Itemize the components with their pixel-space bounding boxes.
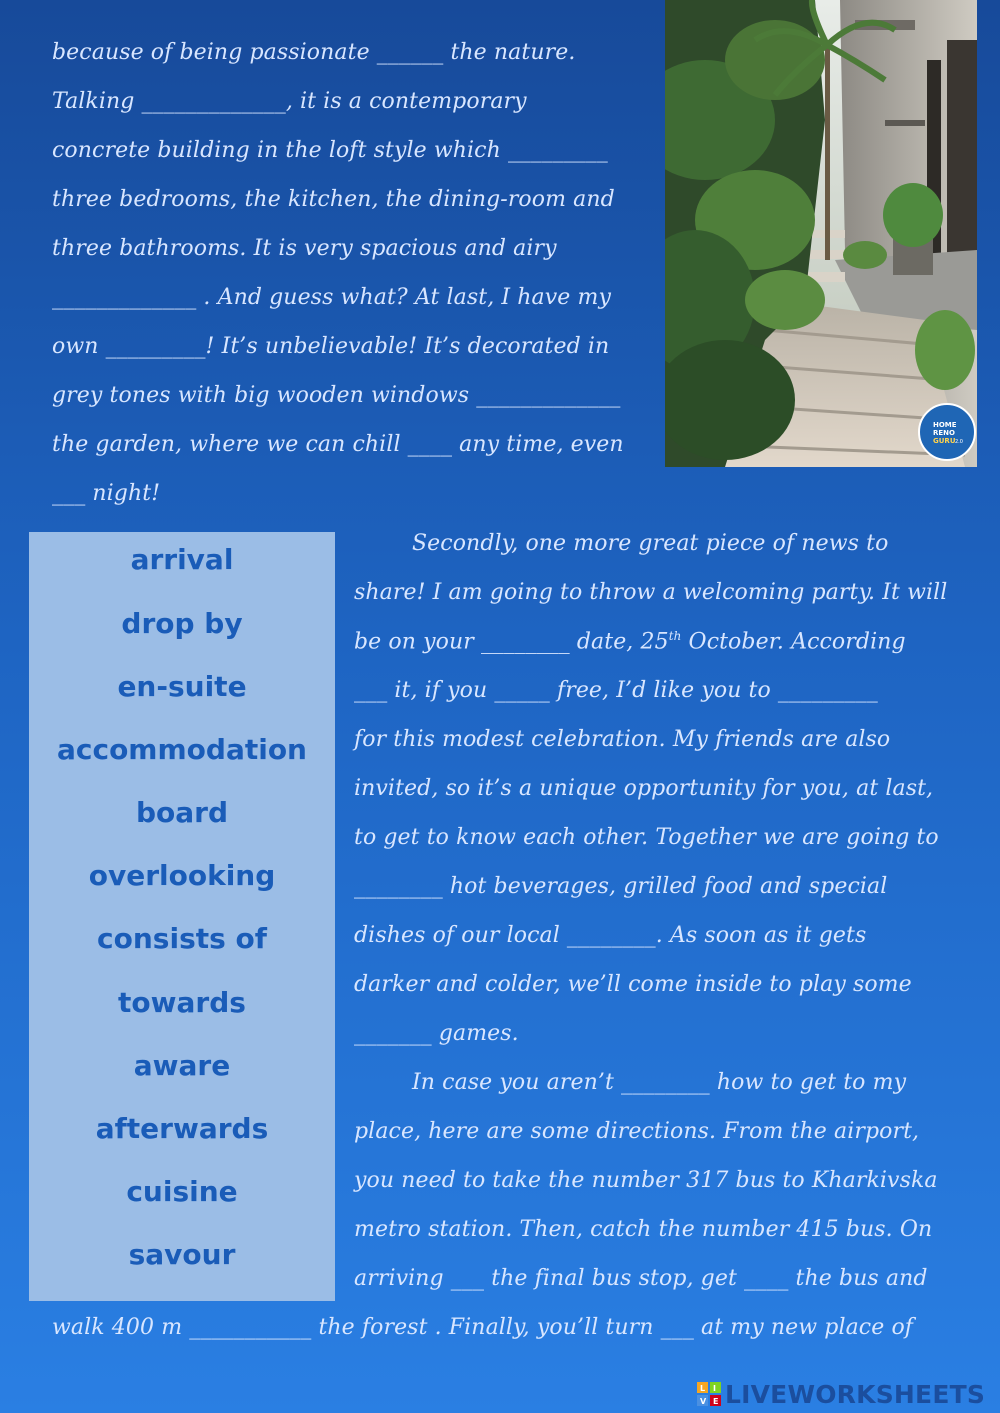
passage-bottom-line: walk 400 m ___________ the forest . Finally, you’ll turn ___ at my new place of: [52, 1315, 914, 1340]
date-ordinal-suffix: th: [668, 629, 682, 643]
word-bank-item: savour: [128, 1238, 236, 1271]
passage-line: invited, so it’s a unique opportunity for you, at last,: [354, 776, 934, 801]
word-bank-item: cuisine: [126, 1175, 238, 1208]
liveworksheets-brand-text: LIVEWORKSHEETS: [725, 1380, 986, 1409]
word-bank-item: arrival: [130, 543, 234, 576]
passage-line: three bedrooms, the kitchen, the dining-room and: [52, 187, 615, 212]
word-bank-item: aware: [133, 1049, 231, 1082]
passage-line: _______ games.: [354, 1021, 519, 1046]
liveworksheets-icon: [697, 1382, 721, 1406]
word-bank-item: overlooking: [88, 859, 276, 892]
passage-line: dishes of our local ________. As soon as it gets: [354, 923, 867, 948]
svg-text:HOME: HOME: [933, 421, 957, 429]
date-text: be on your ________ date, 25: [354, 629, 669, 655]
svg-text:V: V: [700, 1397, 707, 1406]
date-rest-text: October. According: [681, 629, 906, 655]
passage-line: metro station. Then, catch the number 415 bus. On: [354, 1217, 933, 1242]
passage-line: ________ hot beverages, grilled food and special: [354, 874, 888, 899]
word-bank-item: afterwards: [95, 1112, 269, 1145]
word-bank-item: drop by: [121, 607, 243, 640]
svg-text:GURU: GURU: [933, 437, 956, 445]
passage-line: grey tones with big wooden windows _____________: [52, 383, 621, 408]
word-bank: [29, 532, 335, 1301]
passage-line: ___ it, if you _____ free, I’d like you to _________: [354, 678, 878, 703]
liveworksheets-logo[interactable]: [697, 1378, 995, 1410]
svg-text:E: E: [713, 1397, 719, 1406]
passage-line: for this modest celebration. My friends are also: [354, 727, 891, 752]
passage-line: Talking _____________, it is a contemporary: [52, 89, 527, 114]
passage-line: _____________ . And guess what? At last, I have my: [52, 285, 612, 310]
paragraph-first-line: Secondly, one more great piece of news to: [412, 531, 889, 556]
svg-text:RENO: RENO: [933, 429, 955, 437]
word-bank-item: consists of: [97, 922, 267, 955]
passage-line: own _________! It’s unbelievable! It’s decorated in: [52, 334, 610, 359]
passage-line: [354, 629, 906, 654]
house-garden-photo: [665, 0, 977, 467]
passage-line: the garden, where we can chill ____ any time, even: [52, 432, 624, 457]
passage-line: ___ night!: [52, 481, 161, 506]
word-bank-item: towards: [118, 986, 246, 1019]
word-bank-item: board: [135, 796, 229, 829]
passage-line: concrete building in the loft style which _________: [52, 138, 608, 163]
passage-line: three bathrooms. It is very spacious and airy: [52, 236, 557, 261]
passage-line: share! I am going to throw a welcoming party. It will: [354, 580, 948, 605]
word-bank-item: accommodation: [56, 733, 307, 766]
passage-line: darker and colder, we’ll come inside to play some: [354, 972, 912, 997]
svg-text:2.0: 2.0: [955, 439, 963, 445]
home-reno-guru-logo: [919, 404, 975, 460]
passage-line: to get to know each other. Together we are going to: [354, 825, 939, 850]
passage-line: place, here are some directions. From the airport,: [354, 1119, 920, 1144]
passage-line: arriving ___ the final bus stop, get ____ the bus and: [354, 1266, 928, 1291]
passage-line: you need to take the number 317 bus to Kharkivska: [354, 1168, 938, 1193]
svg-text:L: L: [700, 1384, 706, 1393]
word-bank-item: en-suite: [117, 670, 247, 703]
passage-line: because of being passionate ______ the nature.: [52, 40, 576, 65]
paragraph-first-line: In case you aren’t ________ how to get to my: [412, 1070, 907, 1095]
svg-text:I: I: [713, 1384, 716, 1393]
